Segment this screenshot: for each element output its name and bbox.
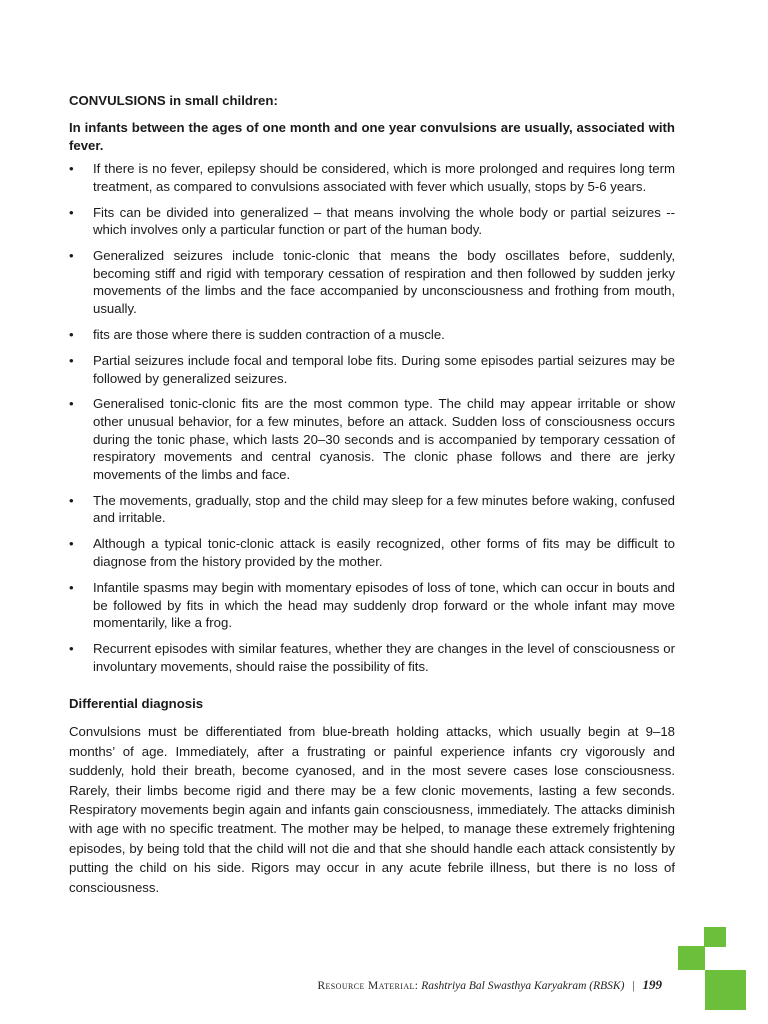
bullet-text: Partial seizures include focal and temporal lobe fits. During some episodes partial seizures may be followed by generalized seizures. [93, 352, 675, 386]
bullet-icon: • [69, 326, 74, 342]
bullet-item [69, 395, 675, 483]
bullet-icon: • [69, 396, 74, 412]
bullet-item [69, 352, 675, 387]
bullet-text: Infantile spasms may begin with momentary episodes of loss of tone, which can occur in bouts and be followed by fits in which the head may suddenly drop forward or the whole infant may move momentarily, like a frog. [93, 580, 675, 631]
decorative-green-square [678, 946, 705, 970]
bullet-icon: • [69, 536, 74, 552]
document-body [69, 92, 675, 897]
bullet-item [69, 326, 675, 344]
decorative-green-square [704, 927, 726, 947]
differential-paragraph: Convulsions must be differentiated from blue-breath holding attacks, which usually begin at 9–18 months’ of age. Immediately, after a frustrating or painful experience infants cry vigorously and suddenly, hold their breath, become cyanosed, and in the most severe cases lose consciousness. Rarely, their limbs become rigid and there may be a few clonic movements, lasting a few seconds. Respiratory movements begin again and infants gain consciousness, immediately. The attacks diminish with age with no specific treatment. The mother may be helped, to manage these extremely frightening episodes, by being told that the child will not die and that she should handle each attack consistently by putting the child on his side. Rigors may occur in any acute febrile illness, but there is no loss of consciousness. [69, 724, 675, 895]
bullet-icon: • [69, 204, 74, 220]
bullet-item [69, 160, 675, 195]
bullet-item [69, 204, 675, 239]
intro-paragraph: In infants between the ages of one month and one year convulsions are usually, associated with fever. [69, 120, 675, 153]
decorative-green-square [705, 970, 746, 1010]
footer-label: Resource Material: [317, 980, 419, 992]
footer-separator: | [632, 980, 635, 992]
section-heading: CONVULSIONS in small children: [69, 93, 278, 108]
bullet-item [69, 492, 675, 527]
bullet-text: fits are those where there is sudden contraction of a muscle. [93, 326, 445, 342]
footer-title: Rashtriya Bal Swasthya Karyakram (RBSK) [421, 980, 625, 992]
differential-heading: Differential diagnosis [69, 696, 204, 712]
bullet-text: The movements, gradually, stop and the child may sleep for a few minutes before waking, confused and irritable. [93, 492, 675, 526]
page-number: 199 [642, 977, 662, 992]
bullet-icon: • [69, 248, 74, 264]
bullet-text: Fits can be divided into generalized – that means involving the whole body or partial seizures --which involves only a particular function or part of the human body. [93, 204, 675, 238]
bullet-text: If there is no fever, epilepsy should be considered, which is more prolonged and requires long term treatment, as compared to convulsions associated with fever which usually, stops by 5-6 years. [93, 161, 675, 194]
bullet-text: Recurrent episodes with similar features, whether they are changes in the level of consciousness or involuntary movements, should raise the possibility of fits. [93, 641, 675, 674]
bullet-icon: • [69, 580, 74, 595]
bullet-icon: • [69, 492, 74, 508]
bullet-item [69, 535, 675, 570]
bullet-list [69, 160, 675, 675]
bullet-text: Generalised tonic-clonic fits are the most common type. The child may appear irritable or show other unusual behavior, for a few minutes, before an attack. Sudden loss of consciousness occurs during the tonic phase, which lasts 20–30 seconds and is accompanied by temporary cessation of respiratory movements and central cyanosis. The clonic phase follows and there are jerky movements of the limbs and face. [93, 396, 675, 482]
bullet-text: Generalized seizures include tonic-clonic that means the body oscillates before, suddenly, becoming stiff and rigid with temporary cessation of respiration and then followed by sudden jerky movements of the limbs and the face accompanied by unconsciousness and frothing from mouth, usually. [93, 248, 675, 316]
bullet-icon: • [69, 352, 74, 368]
bullet-icon: • [69, 641, 74, 657]
bullet-item [69, 640, 675, 675]
bullet-icon: • [69, 161, 74, 176]
bullet-item [69, 579, 675, 632]
page-footer [317, 977, 662, 993]
bullet-item [69, 247, 675, 317]
bullet-text: Although a typical tonic-clonic attack is easily recognized, other forms of fits may be difficult to diagnose from the history provided by the mother. [93, 536, 675, 570]
